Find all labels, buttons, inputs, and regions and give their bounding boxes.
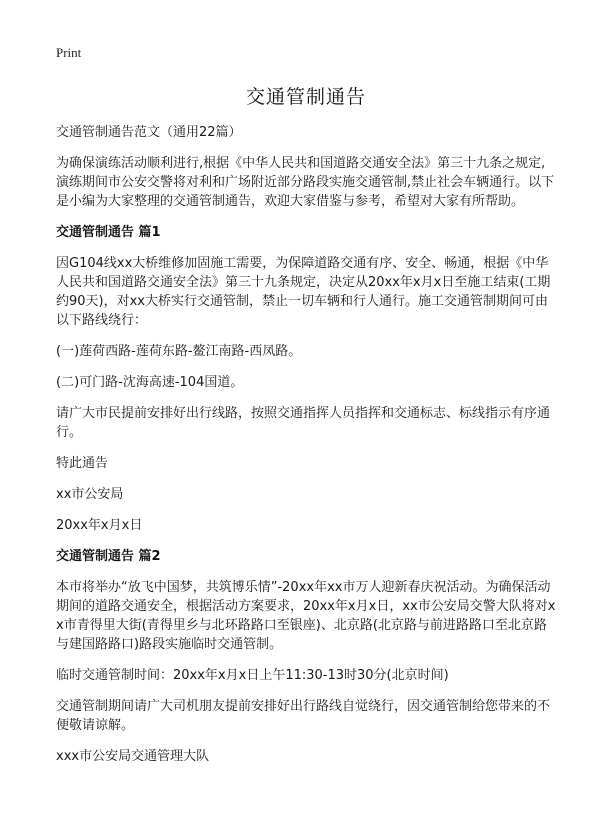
section-paragraph: 本市将举办“放飞中国梦，共筑博乐情”-20xx年xx市万人迎新春庆祝活动。为确保活动期间的道路交通安全，根据活动方案要求，20xx年x月x日，xx市公安局交警大队将对xx市青得里大街(青得里乡与北环路路口至银座)、北京路(北京路与前进路路口至北京路与建国路路口)路段实施临时交通管制。 — [56, 580, 556, 652]
issue-date: 20xx年x月x日 — [56, 518, 143, 533]
issuer-name: xxx市公安局交通管理大队 — [56, 749, 210, 764]
route-item: (二)可门路-沈海高速-104国道。 — [56, 375, 244, 390]
issuer-name: xx市公安局 — [56, 487, 124, 502]
section-paragraph: 交通管制期间请广大司机朋友提前安排好出行路线自觉绕行，因交通管制给您带来的不便敬请谅解。 — [56, 699, 551, 733]
control-time: 临时交通管制时间：20xx年x月x日上午11:30-13时30分(北京时间) — [56, 668, 449, 683]
print-label: Print — [56, 45, 82, 60]
section-paragraph: 因G104线xx大桥维修加固施工需要，为保障道路交通有序、安全、畅通，根据《中华人民共和国道路交通安全法》第三十九条规定，决定从20xx年x月x日至施工结束(工期约90天)，对xx大桥实行交通管制，禁止一切车辆和行人通行。施工交通管制期间可由以下路线绕行： — [56, 256, 551, 328]
section-heading: 交通管制通告 篇2 — [56, 549, 161, 564]
document-title: 交通管制通告 — [245, 86, 366, 108]
document-page — [56, 44, 556, 778]
section-heading: 交通管制通告 篇1 — [56, 225, 161, 240]
intro-paragraph: 为确保演练活动顺利进行,根据《中华人民共和国道路交通安全法》第三十九条之规定,演练期间市公安交警将对利和广场附近部分路段实施交通管制,禁止社会车辆通行。以下是小编为大家整理的交通管制通告，欢迎大家借鉴与参考，希望对大家有所帮助。 — [56, 156, 555, 209]
document-subtitle: 交通管制通告范文（通用22篇） — [56, 125, 242, 140]
notice-closing: 特此通告 — [56, 456, 109, 471]
route-item: (一)莲荷西路-莲荷东路-鳌江南路-西凤路。 — [56, 344, 302, 359]
section-paragraph: 请广大市民提前安排好出行线路，按照交通指挥人员指挥和交通标志、标线指示有序通行。 — [56, 406, 551, 440]
